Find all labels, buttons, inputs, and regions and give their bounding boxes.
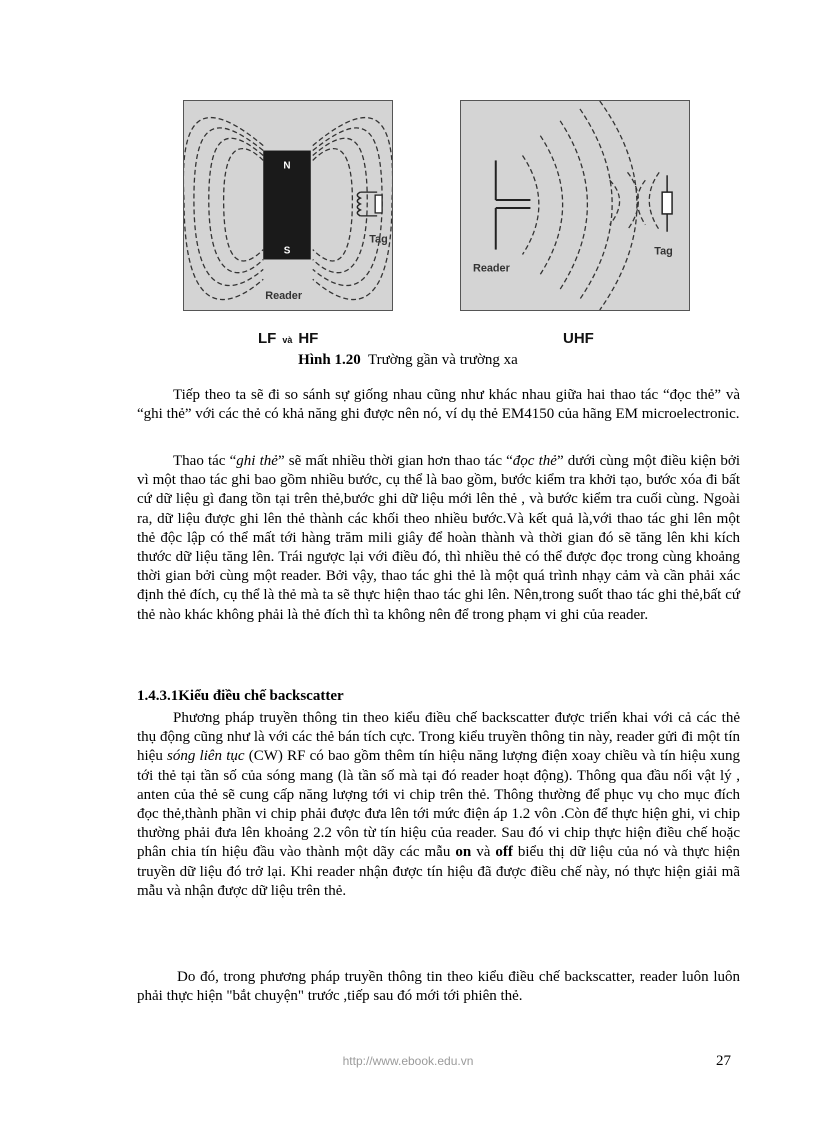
sublabel-hf: HF — [298, 330, 319, 347]
paragraph-2 — [137, 452, 740, 625]
page-number: 27 — [716, 1053, 731, 1069]
section-heading: 1.4.3.1Kiểu điều chế backscatter — [137, 688, 344, 704]
paragraph-1 — [137, 386, 740, 424]
paragraph-3 — [137, 709, 740, 901]
paragraph-1-text: Tiếp theo ta sẽ đi so sánh sự giống nhau cũng như khác nhau giữa hai thao tác “đọc thẻ” và “ghi thẻ” với các thẻ có khả năng ghi được nên nó, ví dụ thẻ EM4150 của hãng EM microelectronic. — [137, 387, 740, 423]
left-tag-label: Tag — [369, 233, 388, 246]
sublabel-uhf: UHF — [563, 330, 594, 347]
tag-coil-icon — [357, 192, 382, 216]
paragraph-3-text-d: biểu thị dữ liệu của nó và thực hiện truyền dữ liệu đó trở lại. Khi reader nhận được tín hiệu đã được điều chế này, nó thực hiện giải mã mẫu và nhận được dữ liệu trên thẻ. — [137, 844, 740, 899]
tag-antenna-icon — [662, 175, 672, 231]
sublabel-lf: LF — [258, 330, 277, 347]
right-reader-label: Reader — [472, 262, 510, 275]
paragraph-2-emphasis-1: ghi thẻ — [236, 453, 278, 469]
paragraph-4 — [137, 968, 740, 1006]
far-field-diagram — [461, 101, 689, 310]
magnet-n-label: N — [283, 160, 291, 172]
sublabel-joiner: và — [282, 335, 293, 345]
sublabel-lf-hf — [258, 330, 318, 347]
figure-lf-hf — [183, 100, 393, 311]
paragraph-2-emphasis-2: đọc thẻ — [512, 453, 557, 469]
paragraph-4-text: Do đó, trong phương pháp truyền thông tin theo kiểu điều chế backscatter, reader luôn luôn phải thực hiện "bắt chuyện" trước ,tiếp sau đó mới tới phiên thẻ. — [137, 969, 740, 1005]
left-reader-label: Reader — [265, 290, 303, 303]
paragraph-2-text-a: Thao tác “ — [173, 453, 237, 469]
figure-uhf — [460, 100, 690, 311]
paragraph-2-text-b: ” sẽ mất nhiều thời gian hơn thao tác “ — [277, 453, 513, 469]
near-field-diagram — [184, 101, 392, 310]
footer-url: http://www.ebook.edu.vn — [342, 1054, 474, 1068]
paragraph-3-off: off — [495, 844, 513, 861]
caption-text: Trường gần và trường xa — [367, 352, 518, 368]
paragraph-3-emphasis: sóng liên tục — [167, 748, 245, 765]
paragraph-2-text-c: ” dưới cùng một điều kiện bởi vì một thao tác ghi bao gồm nhiều bước, cụ thể là bao gồm, bước kiểm tra khởi tạo, bước xóa đi bất cứ dữ liệu gì đang tồn tại trên thẻ,bước ghi dữ liệu mới lên thẻ , và bước kiểm tra cuối cùng. Ngoài ra, dữ liệu được ghi lên thẻ thành các khối theo nhiều bước.Và kết quả là,với thao tác ghi lên một thẻ độc lập có thể mất tới hàng trăm mili giây để hoàn thành và thời gian đó sẽ tăng lên khi kích thước dữ liệu tăng lên. Trái ngược lại với điều đó, thì nhiều thẻ có thể được đọc trong cùng khoảng thời gian bởi cùng một reader. Bởi vậy, thao tác ghi thẻ là một quá trình nhạy cảm và cần phải xác định thẻ đích, cụ thể là thẻ mà ta sẽ thực hiện thao tác ghi lên. Nên,trong suốt thao tác ghi thẻ,bất cứ thẻ nào khác không phải là thẻ đích thì ta không nên để trong phạm vi ghi của reader. — [137, 453, 740, 623]
figure-caption — [0, 352, 816, 369]
right-tag-label: Tag — [654, 245, 673, 258]
magnet-s-label: S — [283, 245, 291, 257]
paragraph-3-text-a: Phương pháp truyền thông tin theo kiểu điều chế backscatter được triển khai với cả các thẻ thụ động cũng như là với các thẻ bán tích cực. Trong kiểu truyền thông tin này, reader gửi đi một tín hiệu — [137, 710, 740, 765]
caption-number: Hình 1.20 — [298, 352, 361, 368]
paragraph-3-on: on — [455, 844, 472, 861]
paragraph-3-text-b: (CW) RF có bao gồm thêm tín hiệu năng lượng điện xoay chiều và tín hiệu xung tới thẻ tại tần số của sóng mang (là tần số mà tại đó reader hoạt động). Thông qua đầu nối vật lý , anten của thẻ sẽ cung cấp năng lượng tới vi chip trên thẻ. Thông thường để phục vụ cho mục đích đọc thẻ,thành phần vi chip phải được đưa lên tới mức điện áp 1.2 vôn .Còn để thực hiện ghi, vi chip thường phải đưa lên khoảng 2.2 vôn từ tín hiệu của reader. Sau đó vi chip thực hiện điều chế hoặc phân chia tín hiệu đầu vào thành một dãy các mẫu — [137, 748, 741, 861]
reader-antenna-icon — [496, 160, 531, 249]
paragraph-3-text-c: và — [471, 844, 496, 861]
